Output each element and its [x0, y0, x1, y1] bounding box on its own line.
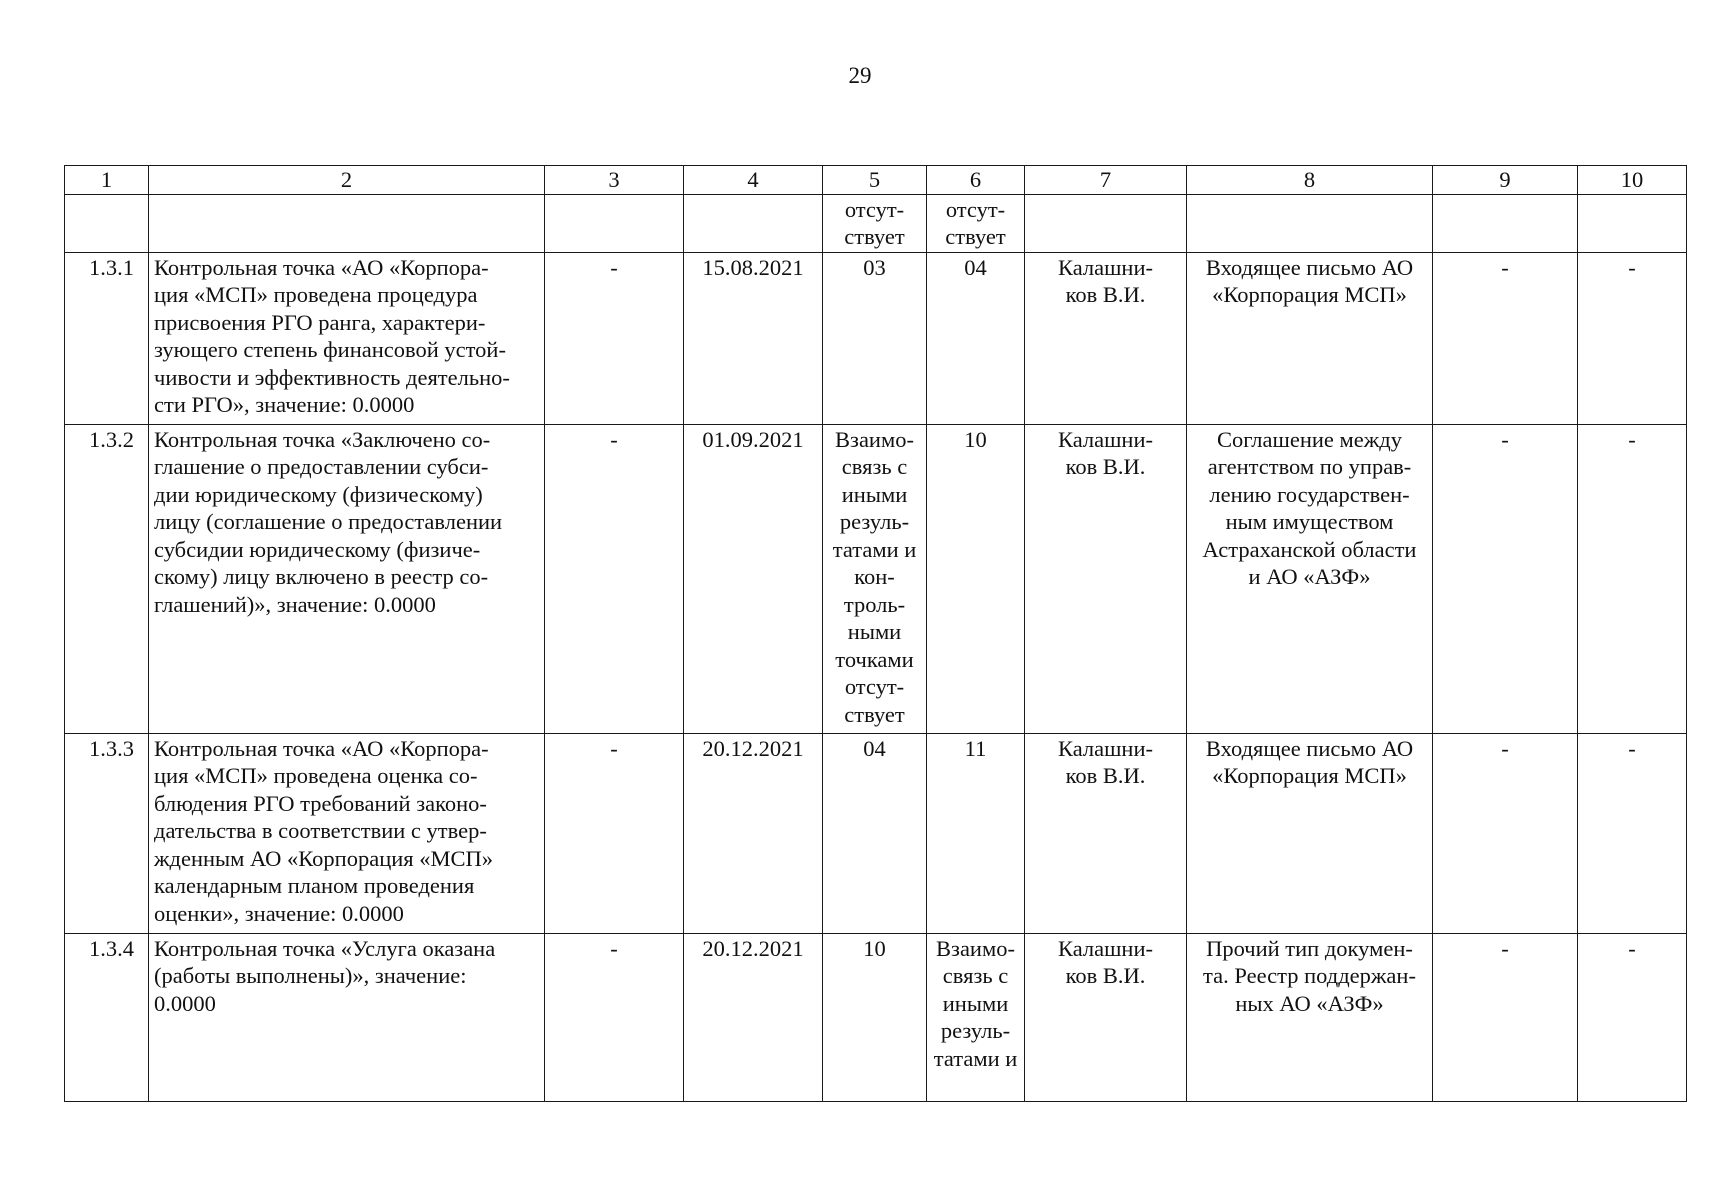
table-cell: -	[545, 252, 684, 424]
table-cell: -	[1433, 252, 1578, 424]
control-points-table	[64, 165, 1687, 1102]
table-cell: 04	[823, 733, 927, 933]
table-cell: -	[1433, 424, 1578, 733]
row-number: 1.3.4	[65, 933, 149, 1101]
column-number: 8	[1187, 166, 1433, 195]
table-cell: -	[1578, 252, 1687, 424]
row-number: 1.3.1	[65, 252, 149, 424]
table-cell: Взаимо- связь с иными резуль- татами и	[927, 933, 1025, 1101]
table-cell	[1433, 194, 1578, 252]
column-number: 5	[823, 166, 927, 195]
row-responsible: Калашни- ков В.И.	[1025, 424, 1187, 733]
row-description: Контрольная точка «Услуга оказана (работы выполнены)», значение: 0.0000	[149, 933, 545, 1101]
table-cell: -	[1433, 733, 1578, 933]
table-cell: -	[545, 424, 684, 733]
row-document: Входящее письмо АО «Корпорация МСП»	[1187, 252, 1433, 424]
table-cell: 11	[927, 733, 1025, 933]
table-cell	[1187, 194, 1433, 252]
table-row	[65, 933, 1687, 1101]
table-cell: отсут- ствует	[823, 194, 927, 252]
continuation-row	[65, 194, 1687, 252]
row-date: 20.12.2021	[684, 733, 823, 933]
table-cell: отсут- ствует	[927, 194, 1025, 252]
table-cell: -	[1578, 424, 1687, 733]
table-cell	[149, 194, 545, 252]
table-cell: 03	[823, 252, 927, 424]
table-cell: -	[1578, 933, 1687, 1101]
row-document: Прочий тип докумен- та. Реестр поддержан- ных АО «АЗФ»	[1187, 933, 1433, 1101]
table-cell	[545, 194, 684, 252]
row-date: 20.12.2021	[684, 933, 823, 1101]
table-cell	[1025, 194, 1187, 252]
column-number: 7	[1025, 166, 1187, 195]
table-row	[65, 424, 1687, 733]
row-description: Контрольная точка «Заключено со- глашение о предоставлении субси- дии юридическому (физическому) лицу (соглашение о предоставлении субсидии юридическому (физиче- скому) лицу включено в реестр со- глашений)», значение: 0.0000	[149, 424, 545, 733]
row-number: 1.3.2	[65, 424, 149, 733]
table-cell	[684, 194, 823, 252]
row-number: 1.3.3	[65, 733, 149, 933]
table-cell: 04	[927, 252, 1025, 424]
row-responsible: Калашни- ков В.И.	[1025, 252, 1187, 424]
table-row	[65, 252, 1687, 424]
table-cell	[1578, 194, 1687, 252]
table-cell: -	[1578, 733, 1687, 933]
table-cell: 10	[823, 933, 927, 1101]
column-number: 9	[1433, 166, 1578, 195]
row-date: 01.09.2021	[684, 424, 823, 733]
row-description: Контрольная точка «АО «Корпора- ция «МСП» проведена оценка со- блюдения РГО требований законо- дательства в соответствии с утвер- жденным АО «Корпорация «МСП» календарным планом проведения оценки», значение: 0.0000	[149, 733, 545, 933]
table-row	[65, 733, 1687, 933]
column-number: 2	[149, 166, 545, 195]
table-cell: -	[1433, 933, 1578, 1101]
row-date: 15.08.2021	[684, 252, 823, 424]
page-number: 29	[848, 63, 872, 88]
column-number: 1	[65, 166, 149, 195]
table-cell: -	[545, 733, 684, 933]
column-number-row	[65, 166, 1687, 195]
table-cell: 10	[927, 424, 1025, 733]
row-responsible: Калашни- ков В.И.	[1025, 733, 1187, 933]
column-number: 4	[684, 166, 823, 195]
table-cell: -	[545, 933, 684, 1101]
row-responsible: Калашни- ков В.И.	[1025, 933, 1187, 1101]
column-number: 6	[927, 166, 1025, 195]
column-number: 10	[1578, 166, 1687, 195]
row-description: Контрольная точка «АО «Корпора- ция «МСП» проведена процедура присвоения РГО ранга, характери- зующего степень финансовой устой- чивости и эффективность деятельно- сти РГО», значение: 0.0000	[149, 252, 545, 424]
row-document: Входящее письмо АО «Корпорация МСП»	[1187, 733, 1433, 933]
column-number: 3	[545, 166, 684, 195]
row-document: Соглашение между агентством по управ- лению государствен- ным имуществом Астраханской области и АО «АЗФ»	[1187, 424, 1433, 733]
table-cell	[65, 194, 149, 252]
table-cell: Взаимо- связь с иными резуль- татами и кон- троль- ными точками отсут- ствует	[823, 424, 927, 733]
